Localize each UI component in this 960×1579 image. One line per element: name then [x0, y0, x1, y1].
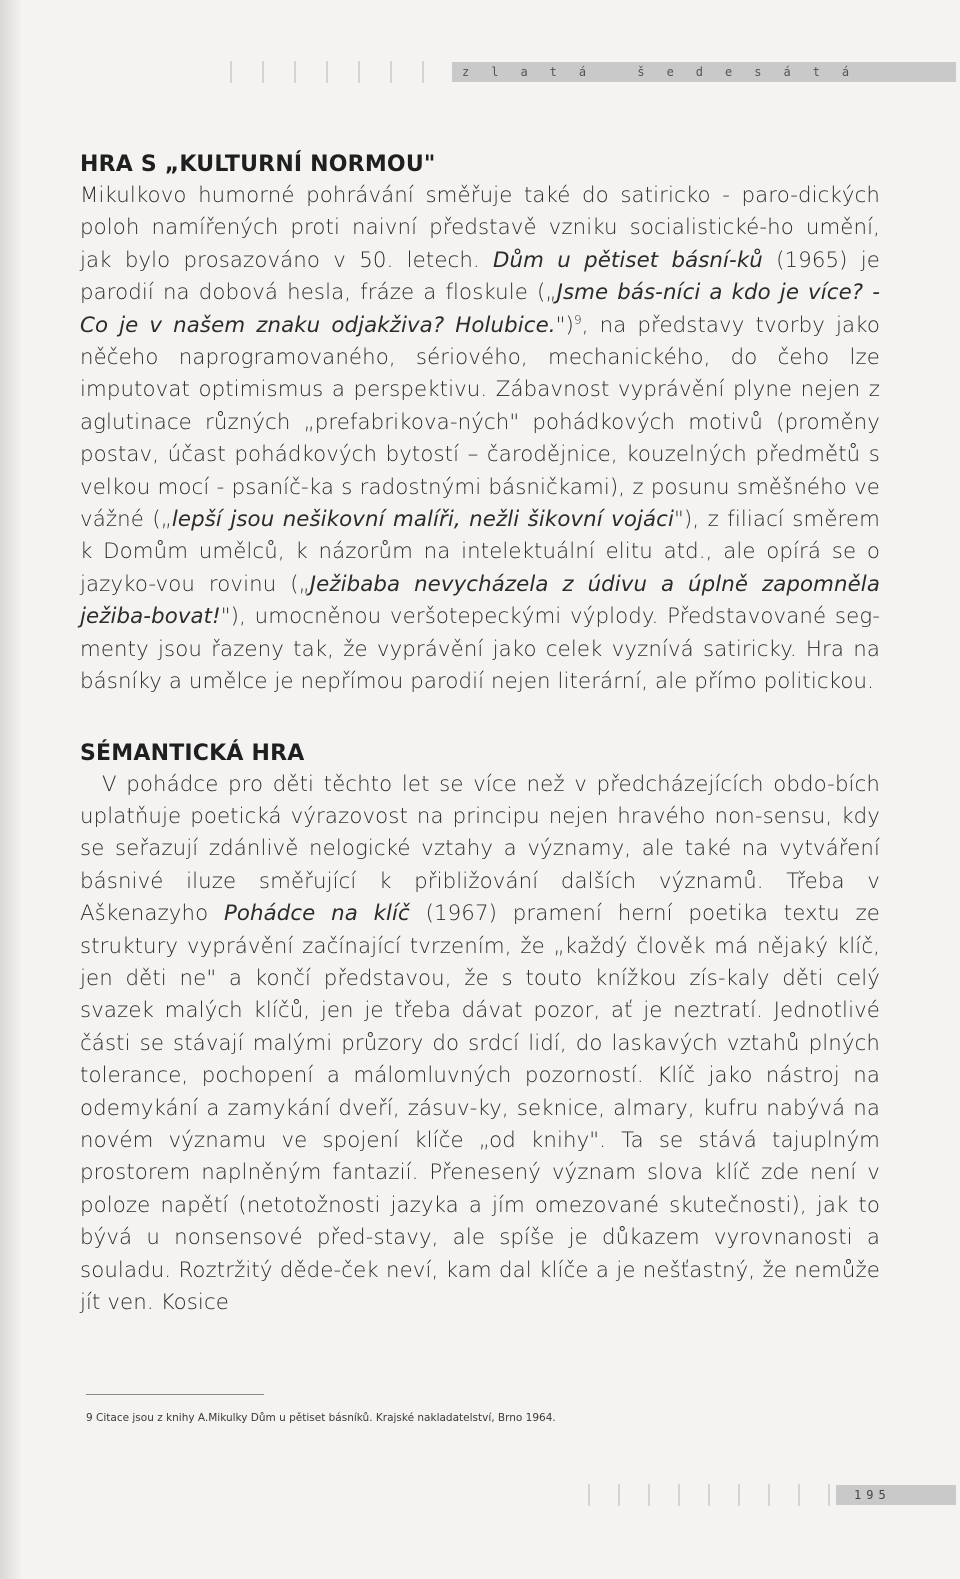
page-edge-shadow	[0, 0, 22, 1579]
section-title-kulturni-norma: HRA S „KULTURNÍ NORMOU"	[80, 152, 436, 177]
text-run: Mikulkovo humorné pohrávání směřuje také do satiricko - paro-dických poloh namířených proti naivní představě vzniku socialistické-ho umění, jak bylo prosazováno v 50. letech.	[80, 183, 880, 273]
running-title: zlatá šedesátá	[462, 65, 872, 79]
footer-dot-leader	[560, 1484, 836, 1506]
section-title-semanticka-hra: SÉMANTICKÁ HRA	[80, 740, 305, 766]
text-run: , na představy tvorby jako něčeho naprogramovaného, sériového, mechanického, do čeho lze imputovat optimismus a perspektivu. Zábavnost vyprávění plyne nejen z aglutinace různých „prefabrikova-ných" pohádkových motivů (proměny postav, účast pohádkových bytostí – čarodějnice, kouzelných předmětů s velkou mocí - psaníč-ka s radostnými básničkami), z posunu směšného ve vážné („	[80, 312, 880, 533]
italic-run: Ježibaba nevycházela z údivu a úplně zapomněla ježiba-bovat!	[80, 571, 880, 630]
text-run: "), z filiací směrem k Domům umělců, k názorům na intelektuální elitu atd., ale opírá se o jazyko-vou rovinu („	[80, 507, 880, 597]
header-bar	[452, 62, 956, 82]
text-run: ")	[555, 312, 574, 338]
footnote-divider	[86, 1394, 264, 1395]
italic-run: Dům u pětiset básní-ků	[493, 247, 763, 273]
text-run: (1967) pramení herní poetika textu ze struktury vyprávění začínající tvrzením, že „každý člověk má nějaký klíč, jen děti ne" a končí představou, že s touto knížkou zís-kaly děti celý svazek malých klíčů, jen je třeba dávat pozor, ať je neztratí. Jednotlivé části se stávají malými průzory do srdcí lidí, do laskavých vztahů plných tolerance, pochopení a málomluvných pozorností. Klíč jako nástroj na odemykání a zamykání dveří, zásuv-ky, seknice, almary, kufru nabývá na novém významu ve spojení klíče „od knihy". Ta se stává tajuplným prostorem naplněným fantazií. Přenesený význam slova klíč zde není v poloze napětí (netotožnosti jazyka a jím omezované skutečnosti), jak to bývá u nonsensové před-stavy, ale spíše je důkazem vyrovnanosti a souladu. Roztržitý děde-ček neví, kam dal klíče a je nešťastný, že nemůže jít ven. Kosice	[80, 901, 880, 1315]
footnote: 9 Citace jsou z knihy A.Mikulky Dům u pětiset básníků. Krajské nakladatelství, Brno 1964.	[86, 1412, 556, 1424]
italic-run: Pohádce na klíč	[223, 901, 410, 927]
section-paragraph	[80, 769, 880, 1320]
running-header	[200, 61, 956, 83]
italic-run: Jsme bás-níci a kdo je více? - Co je v našem znaku odjakživa? Holubice.	[80, 280, 880, 338]
footnote-reference: 9	[573, 312, 582, 327]
page-number: 195	[854, 1488, 891, 1502]
main-content	[80, 150, 880, 1319]
text-run: (1965) je parodií na dobová hesla, fráze a floskule („	[80, 247, 880, 306]
page-number-box	[836, 1485, 956, 1505]
italic-run: lepší jsou nešikovní malíři, nežli šikovní vojáci	[171, 507, 675, 533]
text-run: V pohádce pro děti těchto let se více než v předcházejících obdo-bích uplatňuje poetická výrazovost na principu nejen hravého non-sensu, kdy se seřazují zdánlivě nelogické vztahy a významy, ale také na vytváření básnivé iluze směřující k přibližování dalších významů. Třeba v Aškenazyho	[80, 771, 880, 927]
text-run: "), umocněnou veršotepeckými výplody. Představované seg-menty jsou řazeny tak, že vyprávění jako celek vyznívá satiricky. Hra na básníky a umělce je nepřímou parodií nejen literární, ale přímo politickou.	[80, 604, 880, 695]
page-footer	[560, 1484, 956, 1506]
header-dot-leader	[200, 61, 452, 83]
section-paragraph	[80, 180, 880, 699]
